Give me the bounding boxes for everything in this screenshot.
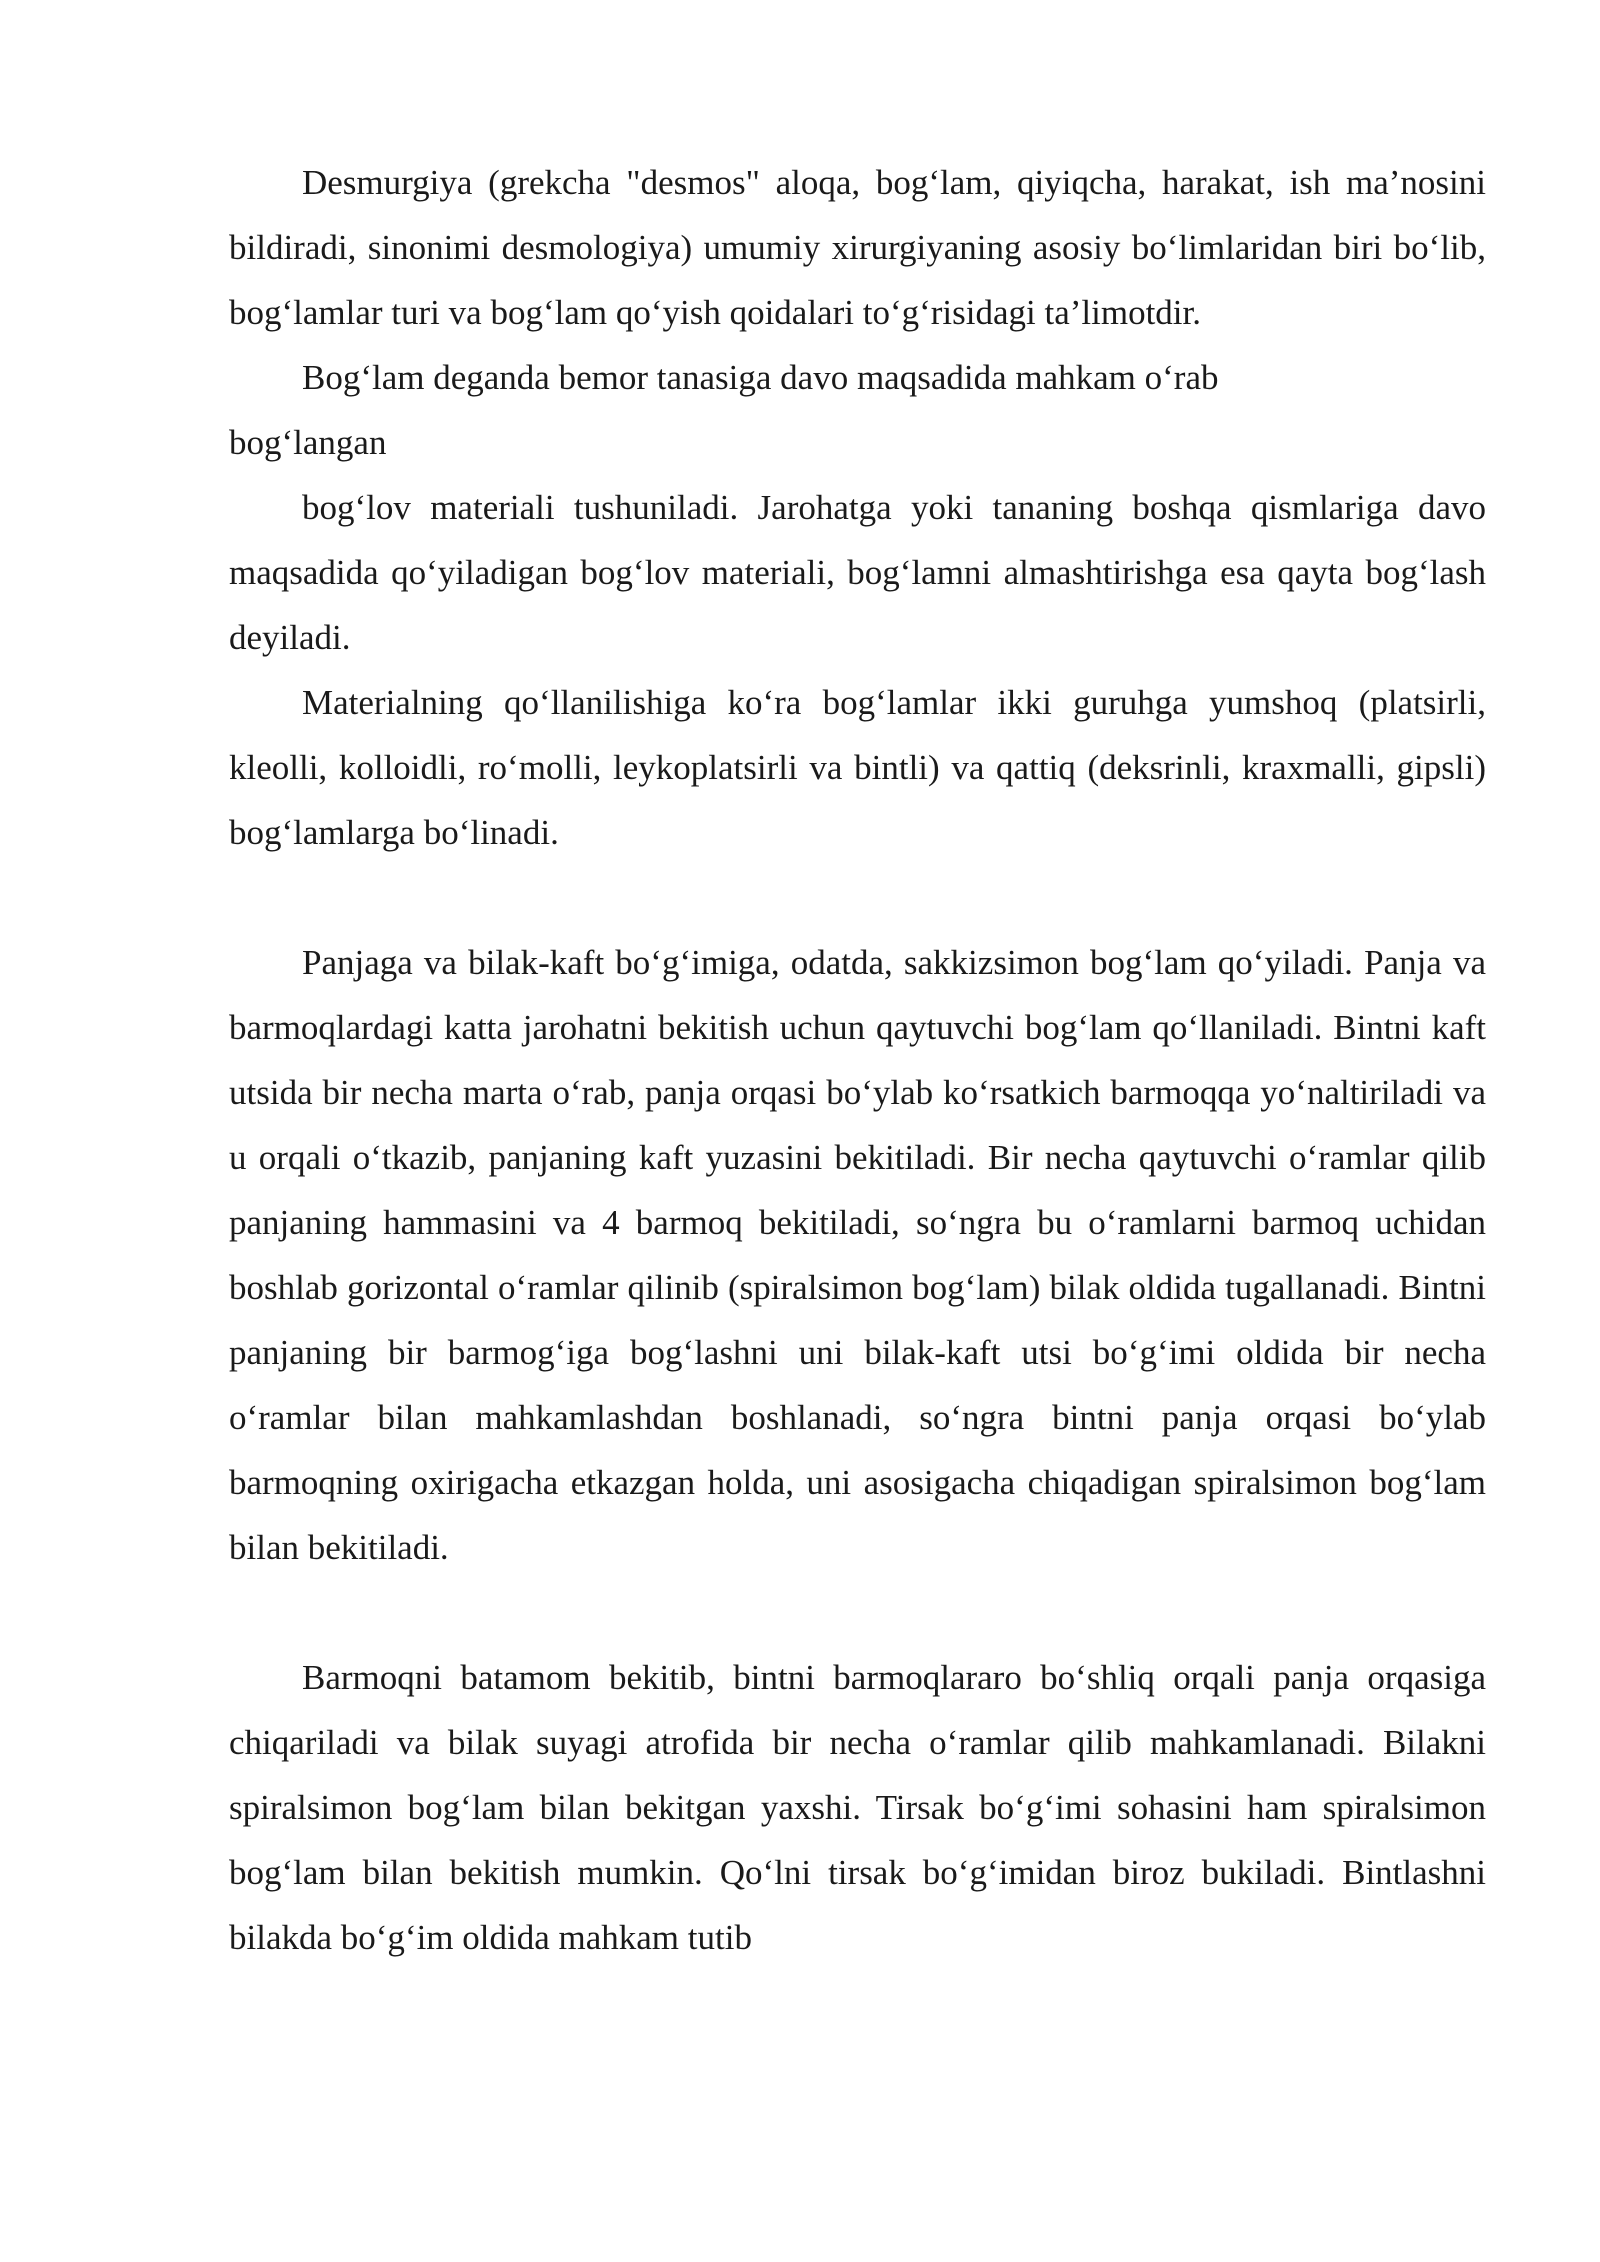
paragraph-boglov-material: bog‘lov materiali tushuniladi. Jarohatga yoki tananing boshqa qismlariga davo maqsadida qo‘yiladigan bog‘lov materiali, bog‘lamni almashtirishga esa qayta bog‘lash deyiladi.: [229, 488, 1486, 657]
paragraph-desmurgiya-definition: Desmurgiya (grekcha "desmos" aloqa, bog‘lam, qiyiqcha, harakat, ish ma’nosini bildiradi, sinonimi desmologiya) umumiy xirurgiyaning asosiy bo‘limlaridan biri bo‘lib, bog‘lamlar turi va bog‘lam qo‘yish qoidalari to‘g‘risidagi ta’limotdir.: [229, 163, 1486, 332]
paragraph-boglam-definition: Bog‘lam deganda bemor tanasiga davo maqsadida mahkam o‘rab: [302, 358, 1219, 397]
paragraph-boglangan: bog‘langan: [229, 423, 387, 462]
paragraph-spacer: [229, 865, 1486, 930]
paragraph-finger-forearm-bandage: Barmoqni batamom bekitib, bintni barmoqlararo bo‘shliq orqali panja orqasiga chiqariladi va bilak suyagi atrofida bir necha o‘ramlar qilib mahkamlanadi. Bilakni spiralsimon bog‘lam bilan bekitgan yaxshi. Tirsak bo‘g‘imi sohasini ham spiralsimon bog‘lam bilan bekitish mumkin. Qo‘lni tirsak bo‘g‘imidan biroz bukiladi. Bintlashni bilakda bo‘g‘im oldida mahkam tutib: [229, 1658, 1486, 1957]
paragraph-material-classification: Materialning qo‘llanilishiga ko‘ra bog‘lamlar ikki guruhga yumshoq (platsirli, kleolli, kolloidli, ro‘molli, leykoplatsirli va bintli) va qattiq (deksrinli, kraxmalli, gipsli) bog‘lamlarga bo‘linadi.: [229, 683, 1486, 852]
paragraph-hand-bandage: Panjaga va bilak-kaft bo‘g‘imiga, odatda, sakkizsimon bog‘lam qo‘yiladi. Panja va barmoqlardagi katta jarohatni bekitish uchun qaytuvchi bog‘lam qo‘llaniladi. Bintni kaft utsida bir necha marta o‘rab, panja orqasi bo‘ylab ko‘rsatkich barmoqqa yo‘naltiriladi va u orqali o‘tkazib, panjaning kaft yuzasini bekitiladi. Bir necha qaytuvchi o‘ramlar qilib panjaning hammasini va 4 barmoq bekitiladi, so‘ngra bu o‘ramlarni barmoq uchidan boshlab gorizontal o‘ramlar qilinib (spiralsimon bog‘lam) bilak oldida tugallanadi. Bintni panjaning bir barmog‘iga bog‘lashni uni bilak-kaft utsi bo‘g‘imi oldida bir necha o‘ramlar bilan mahkamlashdan boshlanadi, so‘ngra bintni panja orqasi bo‘ylab barmoqning oxirigacha etkazgan holda, uni asosigacha chiqadigan spiralsimon bog‘lam bilan bekitiladi.: [229, 943, 1486, 1567]
paragraph-spacer: [229, 1580, 1486, 1645]
body-text: [229, 150, 1486, 1970]
